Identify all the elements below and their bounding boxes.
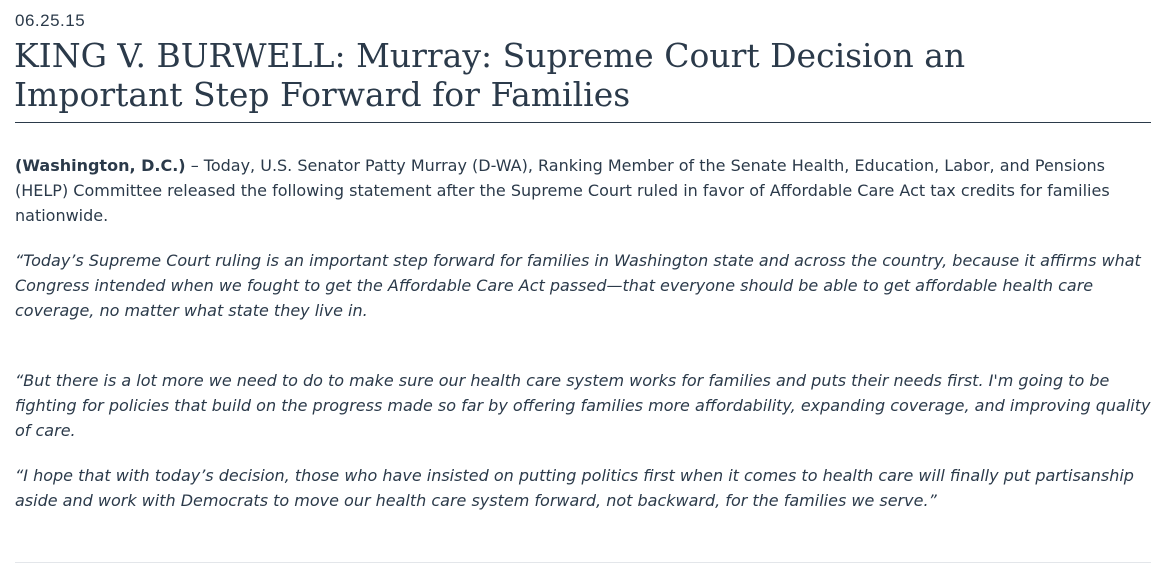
quote-paragraph-1: “Today’s Supreme Court ruling is an important step forward for families in Washington state and across the country, because it affirms what Congress intended when we fought to get the Affordable Care Act passed—that everyone should be able to get affordable health care coverage, no matter what state they live in.: [15, 251, 1141, 320]
lead-text: – Today, U.S. Senator Patty Murray (D-WA), Ranking Member of the Senate Health, Education, Labor, and Pensions (HELP) Committee released the following statement after the Supreme Court ruled in favor of Affordable Care Act tax credits for families nationwide.: [15, 156, 1110, 225]
lead-paragraph: [15, 153, 1151, 228]
quote-paragraph-2: “But there is a lot more we need to do to make sure our health care system works for families and puts their needs first. I'm going to be fighting for policies that build on the progress made so far by offering families more affordability, expanding coverage, and improving quality of care.: [15, 371, 1151, 440]
footer-divider: [15, 562, 1151, 563]
release-date: 06.25.15: [15, 11, 86, 30]
dateline: (Washington, D.C.): [15, 156, 186, 175]
page-title: KING V. BURWELL: Murray: Supreme Court Decision an Important Step Forward for Families: [14, 36, 966, 114]
title-divider: [15, 122, 1151, 123]
quote-paragraph-3: “I hope that with today’s decision, those who have insisted on putting politics first when it comes to health care will finally put partisanship aside and work with Democrats to move our health care system forward, not backward, for the families we serve.”: [15, 466, 1134, 510]
